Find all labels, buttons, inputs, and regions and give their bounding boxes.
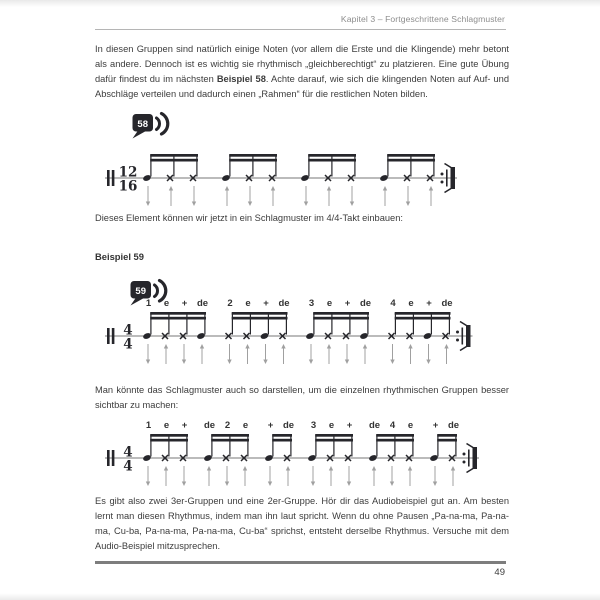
svg-text:+: + bbox=[346, 420, 353, 431]
svg-text:12: 12 bbox=[118, 164, 138, 181]
svg-text:4: 4 bbox=[123, 336, 133, 353]
svg-text:4: 4 bbox=[390, 298, 396, 309]
svg-text:58: 58 bbox=[137, 118, 148, 130]
svg-text:+: + bbox=[267, 420, 274, 431]
svg-text:e: e bbox=[408, 298, 414, 309]
paragraph-transition: Dieses Element können wir jetzt in ein Schlagmuster im 4/4-Takt einbauen: bbox=[95, 213, 403, 223]
svg-text:3: 3 bbox=[308, 298, 315, 309]
svg-text:+: + bbox=[181, 298, 188, 309]
paragraph-intro: In diesen Gruppen sind natürlich einige Noten (vor allem die Erste und die Klingende) mehr betont als andere. Dennoch ist es wichtig sie rhythmisch „gleichberechtigt“ zu platzieren. Eine gute Übung dafür findest du im nächsten Beispiel 58. Achte darauf, wie sich die klingenden Noten auf Auf- und Abschläge verteilen und dadurch einen „Rahmen“ für die restlichen Noten bilden. bbox=[95, 44, 510, 99]
svg-text:1: 1 bbox=[145, 420, 152, 431]
page-edge-shadow-bottom bbox=[0, 593, 600, 600]
svg-text:e: e bbox=[328, 420, 335, 431]
svg-text:de: de bbox=[278, 298, 290, 309]
svg-text:+: + bbox=[432, 420, 439, 431]
svg-text:+: + bbox=[181, 420, 188, 431]
svg-text:4: 4 bbox=[123, 444, 133, 461]
svg-text:2: 2 bbox=[227, 298, 233, 309]
svg-text:de: de bbox=[282, 420, 295, 431]
paragraph-panama-speech: Es gibt also zwei 3er-Gruppen und eine 2er-Gruppe. Hör dir das Audiobeispiel gut an. Am besten lernt man diesen Rhythmus, indem man ihn laut spricht. Wenn du ohne Pausen „Pa-na-ma, Pa-na-ma, Cu-ba, Pa-na-ma, Pa-na-ma, Cu-ba“ sprichst, entsteht derselbe Rhythmus. Versuche mit dem Audio-Beispiel mitzusprechen. bbox=[95, 496, 509, 551]
svg-text:2: 2 bbox=[224, 420, 231, 431]
notation-beispiel-59-regrouped bbox=[95, 412, 505, 492]
beispiel-59-heading: Beispiel 59 bbox=[95, 251, 144, 262]
notation-beispiel-58 bbox=[95, 138, 505, 218]
svg-text:e: e bbox=[245, 298, 251, 309]
svg-text:de: de bbox=[447, 420, 460, 431]
svg-text:1: 1 bbox=[145, 298, 152, 309]
svg-text:4: 4 bbox=[389, 420, 396, 431]
svg-text:16: 16 bbox=[118, 178, 138, 195]
svg-text:59: 59 bbox=[135, 285, 146, 297]
svg-text:e: e bbox=[163, 420, 170, 431]
audio-speaker-icon bbox=[131, 107, 173, 141]
svg-text:4: 4 bbox=[123, 458, 133, 475]
svg-text:de: de bbox=[203, 420, 216, 431]
svg-text:e: e bbox=[242, 420, 249, 431]
svg-text:+: + bbox=[263, 298, 269, 309]
svg-text:e: e bbox=[407, 420, 414, 431]
paragraph-regroup: Man könnte das Schlagmuster auch so darstellen, um die einzelnen rhythmischen Gruppen besser sichtbar zu machen: bbox=[95, 385, 509, 410]
svg-text:4: 4 bbox=[123, 322, 133, 339]
svg-text:+: + bbox=[426, 298, 432, 309]
svg-text:de: de bbox=[368, 420, 381, 431]
svg-text:3: 3 bbox=[310, 420, 317, 431]
svg-text:de: de bbox=[441, 298, 453, 309]
svg-text:de: de bbox=[196, 298, 209, 309]
svg-text:e: e bbox=[326, 298, 333, 309]
footer-rule bbox=[95, 561, 506, 564]
page-number: 49 bbox=[494, 567, 505, 578]
svg-text:e: e bbox=[163, 298, 170, 309]
svg-text:de: de bbox=[359, 298, 372, 309]
notation-beispiel-59 bbox=[95, 290, 505, 370]
svg-text:+: + bbox=[344, 298, 351, 309]
chapter-header: Kapitel 3 – Fortgeschrittene Schlagmuster bbox=[340, 14, 505, 24]
page-edge-shadow-top bbox=[0, 0, 600, 7]
header-rule bbox=[95, 29, 506, 30]
